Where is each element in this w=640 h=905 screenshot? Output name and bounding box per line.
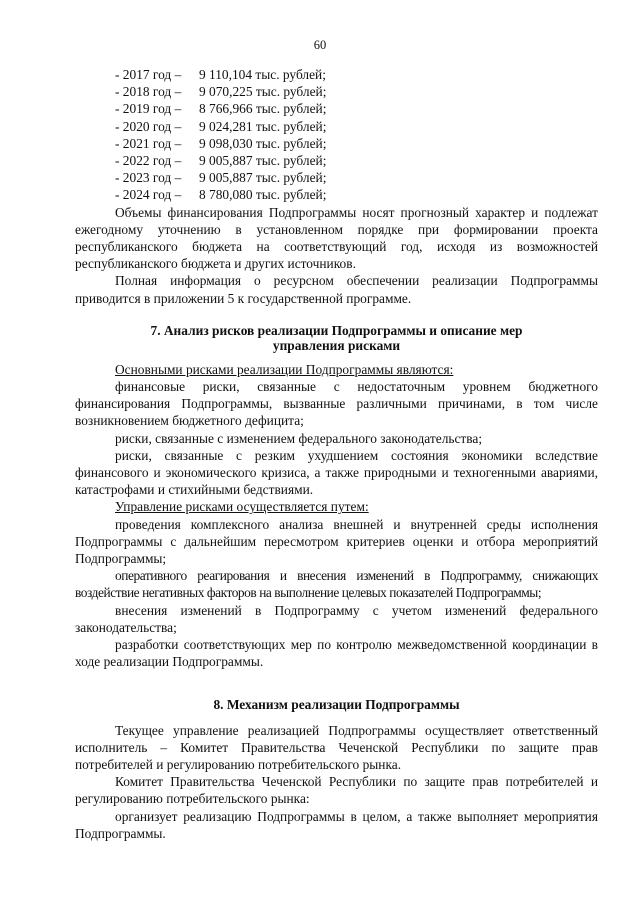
financing-line: - 2018 год – 9 070,225 тыс. рублей; — [115, 84, 327, 100]
financing-line: - 2022 год – 9 005,887 тыс. рублей; — [115, 153, 327, 169]
financing-line: - 2021 год – 9 098,030 тыс. рублей; — [115, 135, 327, 151]
risk-item: финансовые риски, связанные с недостаточным уровнем бюджетного финансирования Подпрограммы, вызванные различными причинами, в том числе возникновением бюджетного дефицита; — [75, 379, 598, 429]
financing-line: - 2019 год – 8 766,966 тыс. рублей; — [115, 101, 327, 117]
page-number: 60 — [313, 38, 327, 52]
management-item: оперативного реагирования и внесения изменений в Подпрограмму, снижающих воздействие негативных факторов на выполнение целевых показателей Подпрограммы; — [75, 568, 598, 601]
financing-line: - 2024 год – 8 780,080 тыс. рублей; — [115, 187, 327, 203]
paragraph-full-info: Полная информация о ресурсном обеспечении реализации Подпрограммы приводится в приложении 5 к государственной программе. — [75, 273, 598, 306]
document-body — [75, 66, 598, 842]
financing-line: - 2020 год – 9 024,281 тыс. рублей; — [115, 118, 327, 134]
risk-item: риски, связанные с изменением федерального законодательства; — [115, 430, 483, 446]
risks-intro: Основными рисками реализации Подпрограммы являются: — [115, 361, 454, 377]
management-item: проведения комплексного анализа внешней и внутренней среды исполнения Подпрограммы с дальнейшим пересмотром критериев оценки и отбора мероприятий Подпрограммы; — [75, 516, 598, 567]
financing-list — [75, 66, 598, 204]
section-7-title: 7. Анализ рисков реализации Подпрограммы и описание мер управления рисками — [150, 322, 523, 353]
section-8-paragraph: организует реализацию Подпрограммы в целом, а также выполняет мероприятия Подпрограммы. — [75, 808, 598, 841]
risk-item: риски, связанные с резким ухудшением состояния экономики вследствие финансового и экономического кризиса, а также природными и техногенными авариями, катастрофами и стихийными бедствиями. — [75, 447, 598, 498]
section-8-title: 8. Механизм реализации Подпрограммы — [213, 696, 460, 712]
management-item: разработки соответствующих мер по контролю межведомственной координации в ходе реализации Подпрограммы. — [75, 637, 598, 670]
section-8-paragraph: Текущее управление реализацией Подпрограммы осуществляет ответственный исполнитель – Комитет Правительства Чеченской Республики по защите прав потребителей и регулированию потребительского рынка. — [75, 722, 598, 772]
management-item: внесения изменений в Подпрограмму с учетом изменений федерального законодательства; — [75, 602, 598, 635]
paragraph-volume: Объемы финансирования Подпрограммы носят прогнозный характер и подлежат ежегодному уточнению в установленном порядке при формировании проекта республиканского бюджета на соответствующий год, исходя из возможностей республиканского бюджета и других источников. — [75, 204, 598, 272]
section-8-paragraph: Комитет Правительства Чеченской Республики по защите прав потребителей и регулированию потребительского рынка: — [75, 774, 598, 807]
financing-line: - 2023 год – 9 005,887 тыс. рублей; — [115, 170, 327, 186]
management-intro: Управление рисками осуществляется путем: — [115, 499, 369, 515]
financing-line: - 2017 год – 9 110,104 тыс. рублей; — [115, 67, 326, 82]
